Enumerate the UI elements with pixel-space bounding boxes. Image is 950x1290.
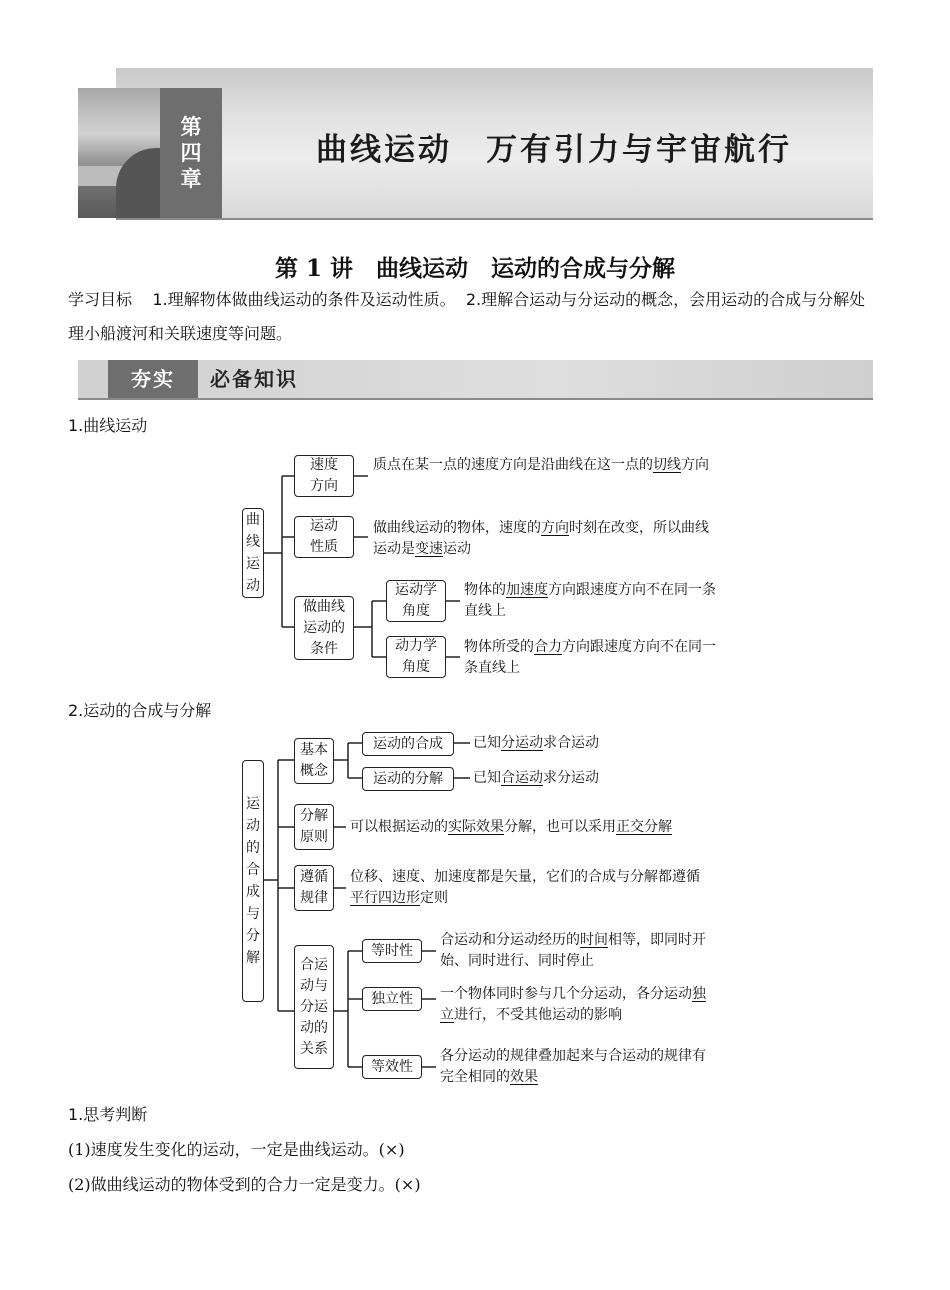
objective-2: 2.理解合运动与分运动的概念，会用运动的合成与分解处理小船渡河和关联速度等问题。 — [68, 290, 866, 343]
motion-nature-desc: 做曲线运动的物体，速度的方向时刻在改变，所以曲线运动是变速运动 — [373, 520, 709, 557]
lecture-title: 第 1 讲 曲线运动 运动的合成与分解 — [274, 255, 676, 282]
judgment-q1: (1)速度发生变化的运动，一定是曲线运动。(×) — [68, 1140, 405, 1159]
diagram1-root: 曲线运动 — [242, 508, 264, 598]
velocity-direction-box: 速度方向 — [294, 455, 354, 497]
motion-nature-box: 运动性质 — [294, 516, 354, 558]
simultaneity-box: 等时性 — [362, 939, 422, 963]
independence-box: 独立性 — [362, 987, 422, 1011]
decomposition-principle-desc: 可以根据运动的实际效果分解，也可以采用正交分解 — [350, 819, 672, 835]
basic-concept-box: 基本概念 — [294, 738, 334, 784]
dynamic-angle-box: 动力学角度 — [386, 636, 446, 678]
chapter-label: 第四章 — [180, 115, 202, 191]
governing-rule-box: 遵循规律 — [294, 865, 334, 911]
judgment-q2: (2)做曲线运动的物体受到的合力一定是变力。(×) — [68, 1175, 421, 1194]
velocity-direction-desc: 质点在某一点的速度方向是沿曲线在这一点的切线方向 — [373, 457, 709, 473]
diagram2-root: 运动的合成与分解 — [242, 760, 264, 1002]
equivalence-box: 等效性 — [362, 1055, 422, 1079]
decomposition-principle-box: 分解原则 — [294, 804, 334, 850]
section-tag: 夯实 — [108, 360, 198, 398]
section-name: 必备知识 — [210, 367, 298, 391]
simultaneity-desc: 合运动和分运动经历的时间相等，即同时开始、同时进行、同时停止 — [440, 932, 706, 969]
equivalence-desc: 各分运动的规律叠加起来与合运动的规律有完全相同的效果 — [440, 1048, 706, 1085]
governing-rule-desc: 位移、速度、加速度都是矢量，它们的合成与分解都遵循平行四边形定则 — [350, 869, 700, 906]
composition-box: 运动的合成 — [362, 732, 454, 756]
judgment-heading: 1.思考判断 — [68, 1105, 148, 1124]
decomposition-desc: 已知合运动求分运动 — [473, 770, 599, 786]
kinematic-angle-desc: 物体的加速度方向跟速度方向不在同一条直线上 — [464, 582, 716, 619]
diagram2-heading: 2.运动的合成与分解 — [68, 701, 212, 720]
chapter-title: 曲线运动 万有引力与宇宙航行 — [316, 132, 792, 168]
kinematic-angle-box: 运动学角度 — [386, 580, 446, 622]
dynamic-angle-desc: 物体所受的合力方向跟速度方向不在同一条直线上 — [464, 639, 716, 676]
objectives-label: 学习目标 — [68, 290, 133, 309]
curve-condition-box: 做曲线运动的条件 — [294, 596, 354, 660]
objective-1: 1.理解物体做曲线运动的条件及运动性质。 — [152, 290, 456, 309]
decomposition-box: 运动的分解 — [362, 767, 454, 791]
relation-box: 合运动与分运动的关系 — [294, 945, 334, 1069]
diagram1-heading: 1.曲线运动 — [68, 416, 148, 435]
independence-desc: 一个物体同时参与几个分运动，各分运动独立进行，不受其他运动的影响 — [440, 986, 706, 1023]
composition-desc: 已知分运动求合运动 — [473, 735, 599, 751]
